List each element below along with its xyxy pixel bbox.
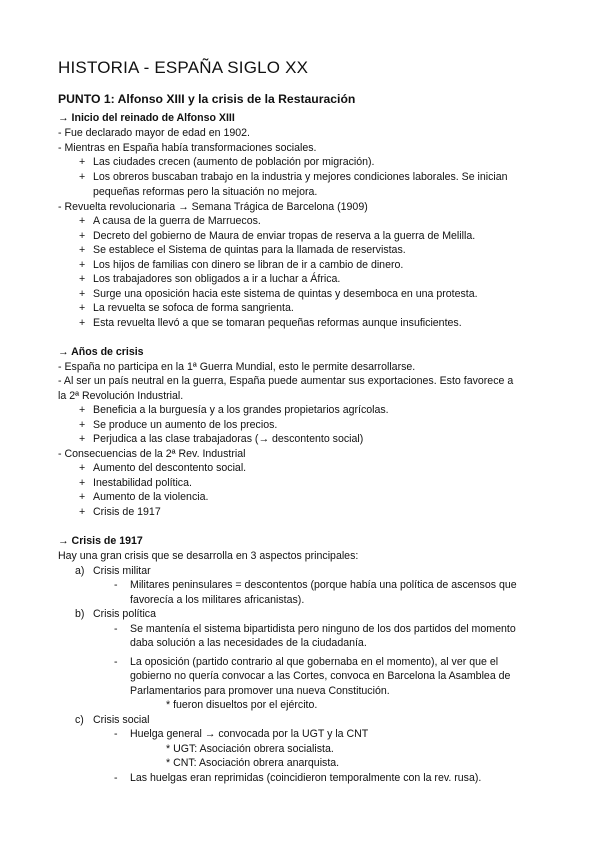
bullet-item [79,214,579,229]
note-line: * fueron disueltos por el ejército. [166,699,318,711]
bullet-text: Los obreros buscaban trabajo en la industria y mejores condiciones laborales. Se inician [93,171,508,183]
bullet-item [79,229,579,244]
list-label: Crisis militar [93,565,151,577]
list-letter: b) [75,608,85,620]
dash-item [114,622,600,637]
bullet-text: Los trabajadores son obligados a ir a luchar a África. [93,273,341,285]
bullet-text: Perjudica a las clase trabajadoras (→ descontento social) [93,433,364,445]
bullet-item [79,505,579,520]
dash-bullet-icon: - [114,772,118,784]
text-line: - Al ser un país neutral en la guerra, España puede aumentar sus exportaciones. Esto favorece a [58,375,514,387]
section-heading-crisis-1917: → Crisis de 1917 [58,535,143,547]
text-line-continuation: la 2ª Revolución Industrial. [58,390,184,402]
bullet-text: Crisis de 1917 [93,506,161,518]
dash-bullet-icon: - [114,623,118,635]
plus-bullet-icon: + [79,156,86,168]
list-letter: a) [75,565,85,577]
plus-bullet-icon: + [79,259,86,271]
bullet-item [79,155,579,170]
list-item-b [75,607,561,622]
dash-item [114,655,600,670]
plus-bullet-icon: + [79,215,86,227]
dash-text: Se mantenía el sistema bipartidista pero ninguno de los dos partidos del momento [130,623,516,635]
bullet-text: A causa de la guerra de Marruecos. [93,215,261,227]
dash-bullet-icon: - [114,728,118,740]
plus-bullet-icon: + [79,317,86,329]
point-subtitle: PUNTO 1: Alfonso XIII y la crisis de la Restauración [58,92,356,106]
bullet-item [79,272,579,287]
bullet-item [79,461,579,476]
text-line: - Consecuencias de la 2ª Rev. Industrial [58,448,246,460]
dash-text: Las huelgas eran reprimidas (coincidieron temporalmente con la rev. rusa). [130,772,482,784]
list-label: Crisis política [93,608,156,620]
bullet-text: Aumento de la violencia. [93,491,209,503]
plus-bullet-icon: + [79,419,86,431]
bullet-item [79,316,579,331]
note-line: * CNT: Asociación obrera anarquista. [166,757,340,769]
plus-bullet-icon: + [79,244,86,256]
plus-bullet-icon: + [79,404,86,416]
bullet-item [79,287,579,302]
bullet-item [79,418,579,433]
text-line: - Mientras en España había transformaciones sociales. [58,142,317,154]
list-letter: c) [75,714,84,726]
plus-bullet-icon: + [79,288,86,300]
bullet-item [79,301,579,316]
page-title: HISTORIA - ESPAÑA SIGLO XX [58,58,309,77]
bullet-item [79,170,579,185]
bullet-text: Decreto del gobierno de Maura de enviar tropas de reserva a la guerra de Melilla. [93,230,476,242]
dash-text: Huelga general → convocada por la UGT y la CNT [130,728,369,740]
text-line: - Fue declarado mayor de edad en 1902. [58,127,250,139]
list-item-a [75,564,561,579]
bullet-text: Aumento del descontento social. [93,462,247,474]
bullet-item [79,258,579,273]
bullet-text: Surge una oposición hacia este sistema de quintas y desemboca en una protesta. [93,288,478,300]
plus-bullet-icon: + [79,302,86,314]
dash-item [114,727,600,742]
bullet-text: Se establece el Sistema de quintas para la llamada de reservistas. [93,244,406,256]
list-item-c [75,713,561,728]
bullet-item [79,243,579,258]
dash-continuation: Parlamentarios para promover una nueva Constitución. [130,685,390,697]
plus-bullet-icon: + [79,506,86,518]
section-heading-anos-crisis: → Años de crisis [58,346,144,358]
text-line: - Revuelta revolucionaria → Semana Trágica de Barcelona (1909) [58,201,368,213]
dash-bullet-icon: - [114,656,118,668]
text-line: Hay una gran crisis que se desarrolla en 3 aspectos principales: [58,550,359,562]
dash-continuation: gobierno no quería convocar a las Cortes, convoca en Barcelona la Asamblea de [130,670,511,682]
bullet-continuation: pequeñas reformas pero la situación no mejora. [93,186,318,198]
plus-bullet-icon: + [79,171,86,183]
dash-item [114,578,600,593]
plus-bullet-icon: + [79,230,86,242]
bullet-text: Las ciudades crecen (aumento de población por migración). [93,156,375,168]
note-line: * UGT: Asociación obrera socialista. [166,743,334,755]
dash-item [114,771,600,786]
plus-bullet-icon: + [79,433,86,445]
bullet-item [79,490,579,505]
bullet-text: Beneficia a la burguesía y a los grandes propietarios agrícolas. [93,404,389,416]
list-label: Crisis social [93,714,150,726]
bullet-text: Los hijos de familias con dinero se libran de ir a cambio de dinero. [93,259,404,271]
plus-bullet-icon: + [79,477,86,489]
bullet-item [79,432,579,447]
dash-continuation: daba solución a las necesidades de la ciudadanía. [130,637,367,649]
dash-bullet-icon: - [114,579,118,591]
dash-text: La oposición (partido contrario al que gobernaba en el momento), al ver que el [130,656,499,668]
section-heading-inicio-reinado: → Inicio del reinado de Alfonso XIII [58,112,235,124]
bullet-item [79,403,579,418]
bullet-text: Inestabilidad política. [93,477,192,489]
bullet-item [79,476,579,491]
bullet-text: Esta revuelta llevó a que se tomaran pequeñas reformas aunque insuficientes. [93,317,462,329]
dash-text: Militares peninsulares = descontentos (porque había una política de ascensos que [130,579,517,591]
plus-bullet-icon: + [79,273,86,285]
plus-bullet-icon: + [79,462,86,474]
text-line: - España no participa en la 1ª Guerra Mundial, esto le permite desarrollarse. [58,361,416,373]
plus-bullet-icon: + [79,491,86,503]
bullet-text: Se produce un aumento de los precios. [93,419,278,431]
bullet-text: La revuelta se sofoca de forma sangrienta. [93,302,294,314]
dash-continuation: favorecía a los militares africanistas). [130,594,305,606]
